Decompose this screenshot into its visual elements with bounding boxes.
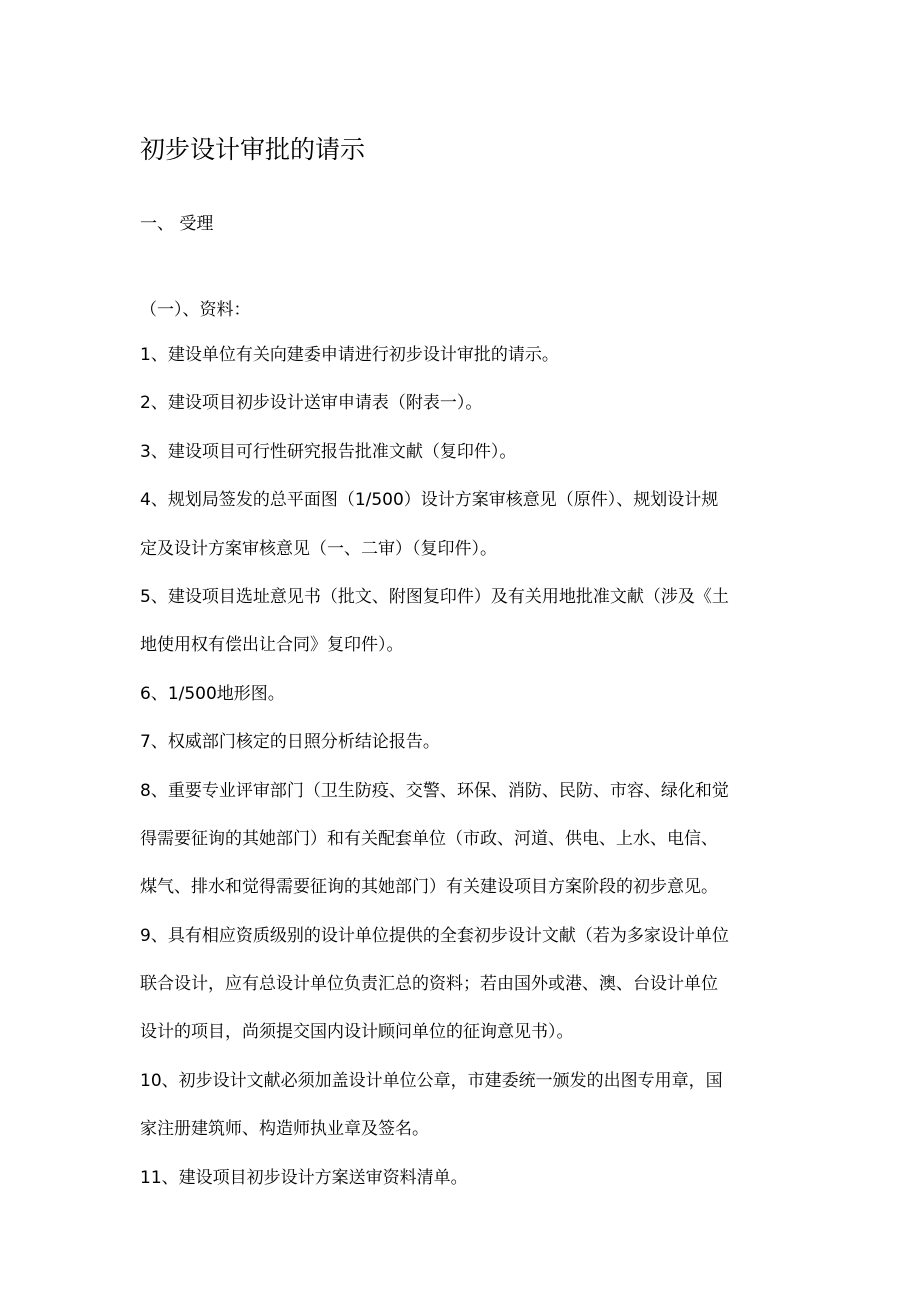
text-line: 6、1/500地形图。: [140, 683, 285, 704]
text-line: 地使用权有偿出让合同》复印件）。: [140, 635, 404, 656]
text-line: 定及设计方案审核意见（一、二审）（复印件）。: [140, 538, 497, 559]
text-line: 煤气、排水和觉得需要征询的其她部门）有关建设项目方案阶段的初步意见。: [140, 877, 718, 898]
text-line: 11、建设项目初步设计方案送审资料清单。: [140, 1167, 468, 1188]
text-line: 5、建设项目选址意见书（批文、附图复印件）及有关用地批准文献（涉及《土: [140, 586, 729, 607]
text-line: 8、重要专业评审部门（卫生防疫、交警、环保、消防、民防、市容、绿化和觉: [140, 780, 729, 801]
text-line: 4、规划局签发的总平面图（1/500）设计方案审核意见（原件）、规划设计规: [140, 490, 719, 511]
text-line: 设计的项目，尚须提交国内设计顾问单位的征询意见书）。: [140, 1022, 574, 1043]
text-line: 家注册建筑师、构造师执业章及签名。: [140, 1119, 429, 1140]
text-line: 2、建设项目初步设计送审申请表（附表一）。: [140, 393, 483, 414]
document-title: 初步设计审批的请示: [140, 135, 366, 164]
text-line: 7、权威部门核定的日照分析结论报告。: [140, 732, 440, 753]
text-line: 9、具有相应资质级别的设计单位提供的全套初步设计文献（若为多家设计单位: [140, 925, 729, 946]
text-line: 联合设计，应有总设计单位负责汇总的资料；若由国外或港、澳、台设计单位: [140, 974, 718, 995]
text-line: 10、初步设计文献必须加盖设计单位公章，市建委统一颁发的出图专用章，国: [140, 1070, 723, 1091]
section-heading: 一、 受理: [140, 214, 214, 234]
text-line: 1、建设单位有关向建委申请进行初步设计审批的请示。: [140, 345, 559, 365]
subsection-heading: （一）、资料：: [140, 300, 251, 320]
text-line: 得需要征询的其她部门）和有关配套单位（市政、河道、供电、上水、电信、: [140, 828, 718, 849]
materials-list: [140, 342, 782, 1213]
text-line: 3、建设项目可行性研究报告批准文献（复印件）。: [140, 441, 517, 462]
